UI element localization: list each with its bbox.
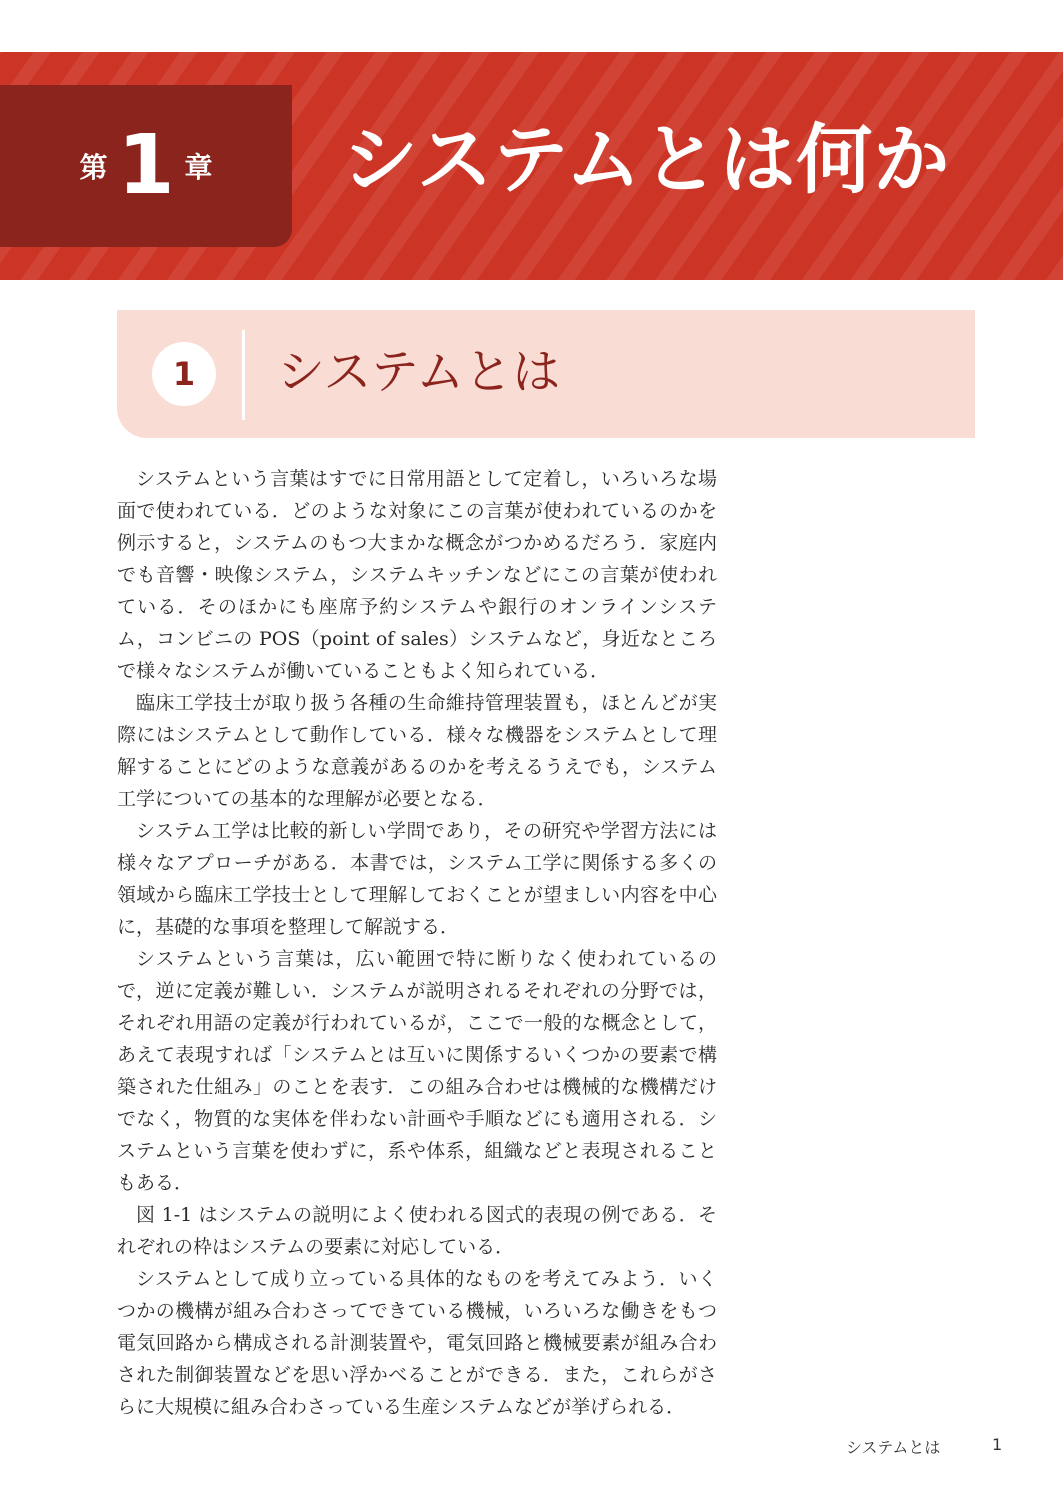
chapter-prefix: 第 — [79, 151, 108, 184]
body-text — [117, 463, 717, 1423]
chapter-suffix: 章 — [184, 151, 213, 184]
paragraph: システム工学は比較的新しい学問であり，その研究や学習方法には様々なアプローチがある．本書では，システム工学に関係する多くの領域から臨床工学技士として理解しておくことが望ましい内容を中心に，基礎的な事項を整理して解説する． — [117, 820, 717, 938]
paragraph: 図 1-1 はシステムの説明によく使われる図式的表現の例である．それぞれの枠はシステムの要素に対応している． — [117, 1204, 717, 1258]
section-header — [117, 310, 975, 438]
chapter-label — [0, 85, 292, 247]
section-title: システムとは — [277, 344, 561, 400]
chapter-banner — [0, 52, 1063, 280]
page-number: 1 — [992, 1435, 1003, 1454]
chapter-title: システムとは何か — [342, 115, 951, 204]
paragraph: システムという言葉はすでに日常用語として定着し，いろいろな場面で使われている．どのような対象にこの言葉が使われているのかを例示すると，システムのもつ大まかな概念がつかめるだろう．家庭内でも音響・映像システム，システムキッチンなどにこの言葉が使われている．そのほかにも座席予約システムや銀行のオンラインシステム，コンビニの POS（point of sales）システムなど，身近なところで様々なシステムが働いていることもよく知られている． — [117, 468, 717, 682]
paragraph: システムとして成り立っている具体的なものを考えてみよう．いくつかの機構が組み合わさってできている機械，いろいろな働きをもつ電気回路から構成される計測装置や，電気回路と機械要素が組み合わされた制御装置などを思い浮かべることができる．また，これらがさらに大規模に組み合わさっている生産システムなどが挙げられる． — [117, 1268, 717, 1418]
chapter-number: 1 — [117, 118, 175, 213]
running-title: システムとは — [846, 1438, 941, 1457]
section-number: 1 — [152, 342, 216, 406]
paragraph: システムという言葉は，広い範囲で特に断りなく使われているので，逆に定義が難しい．システムが説明されるそれぞれの分野では，それぞれ用語の定義が行われているが，ここで一般的な概念として，あえて表現すれば「システムとは互いに関係するいくつかの要素で構築された仕組み」のことを表す．この組み合わせは機械的な機構だけでなく，物質的な実体を伴わない計画や手順などにも適用される．システムという言葉を使わずに，系や体系，組織などと表現されることもある． — [117, 948, 718, 1194]
paragraph: 臨床工学技士が取り扱う各種の生命維持管理装置も，ほとんどが実際にはシステムとして動作している．様々な機器をシステムとして理解することにどのような意義があるのかを考えるうえでも，システム工学についての基本的な理解が必要となる． — [117, 692, 717, 810]
section-divider — [242, 330, 245, 420]
